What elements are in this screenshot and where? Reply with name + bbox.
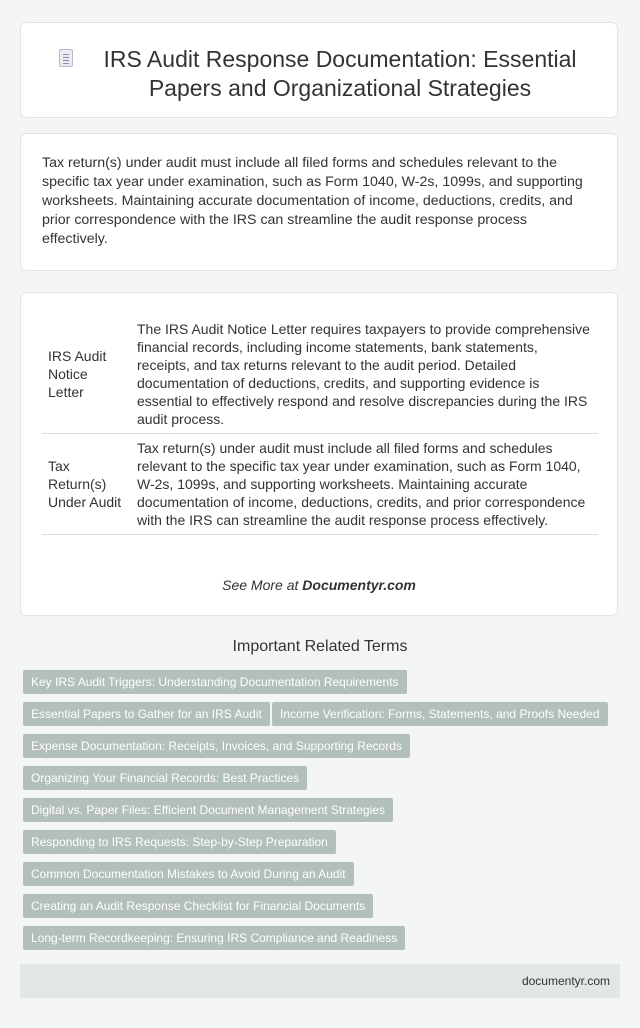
related-term-tag[interactable]: Key IRS Audit Triggers: Understanding Documentation Requirements [23, 670, 407, 694]
document-icon [59, 49, 73, 67]
table-row [42, 315, 598, 434]
footer-site[interactable]: documentyr.com [521, 974, 610, 988]
footer [20, 964, 620, 998]
page-title: IRS Audit Response Documentation: Essential Papers and Organizational Strategies [103, 46, 577, 101]
definitions-table [42, 315, 598, 535]
description-cell: Tax return(s) under audit must include all filed forms and schedules relevant to the specific tax year under examination, such as Form 1040, W-2s, 1099s, and supporting worksheets. Maintaining accurate documentation of income, deductions, credits, and prior correspondence with the IRS can streamline the audit response process effectively. [131, 434, 598, 535]
related-term-tag[interactable]: Common Documentation Mistakes to Avoid During an Audit [23, 862, 354, 886]
intro-text: Tax return(s) under audit must include all filed forms and schedules relevant to the specific tax year under examination, such as Form 1040, W-2s, 1099s, and supporting worksheets. Maintaining accurate documentation of income, deductions, credits, and prior correspondence with the IRS can streamline the audit response process effectively. [42, 155, 583, 247]
related-term-tag[interactable]: Expense Documentation: Receipts, Invoices, and Supporting Records [23, 734, 410, 758]
related-terms-heading: Important Related Terms [232, 638, 408, 655]
see-more-link[interactable] [21, 577, 617, 593]
see-more-prefix: See More at [222, 577, 303, 593]
related-term-tag[interactable]: Responding to IRS Requests: Step-by-Step Preparation [23, 830, 336, 854]
table-row [42, 434, 598, 535]
intro-card [20, 133, 618, 271]
related-term-tag[interactable]: Creating an Audit Response Checklist for Financial Documents [23, 894, 373, 918]
related-term-tag[interactable]: Essential Papers to Gather for an IRS Audit [23, 702, 270, 726]
description-cell: The IRS Audit Notice Letter requires taxpayers to provide comprehensive financial records, including income statements, bank statements, receipts, and tax returns relevant to the audit period. Detailed documentation of deductions, credits, and supporting evidence is essential to effectively respond and resolve discrepancies during the IRS audit process. [131, 315, 598, 434]
definitions-card [20, 292, 618, 616]
related-term-tag[interactable]: Digital vs. Paper Files: Efficient Document Management Strategies [23, 798, 393, 822]
related-term-tag[interactable]: Long-term Recordkeeping: Ensuring IRS Compliance and Readiness [23, 926, 405, 950]
see-more-site[interactable]: Documentyr.com [302, 577, 416, 593]
term-cell: Tax Return(s) Under Audit [42, 434, 131, 535]
title-card [20, 22, 618, 118]
related-term-tag[interactable]: Organizing Your Financial Records: Best Practices [23, 766, 307, 790]
related-term-tag[interactable]: Income Verification: Forms, Statements, and Proofs Needed [272, 702, 608, 726]
term-cell: IRS Audit Notice Letter [42, 315, 131, 434]
